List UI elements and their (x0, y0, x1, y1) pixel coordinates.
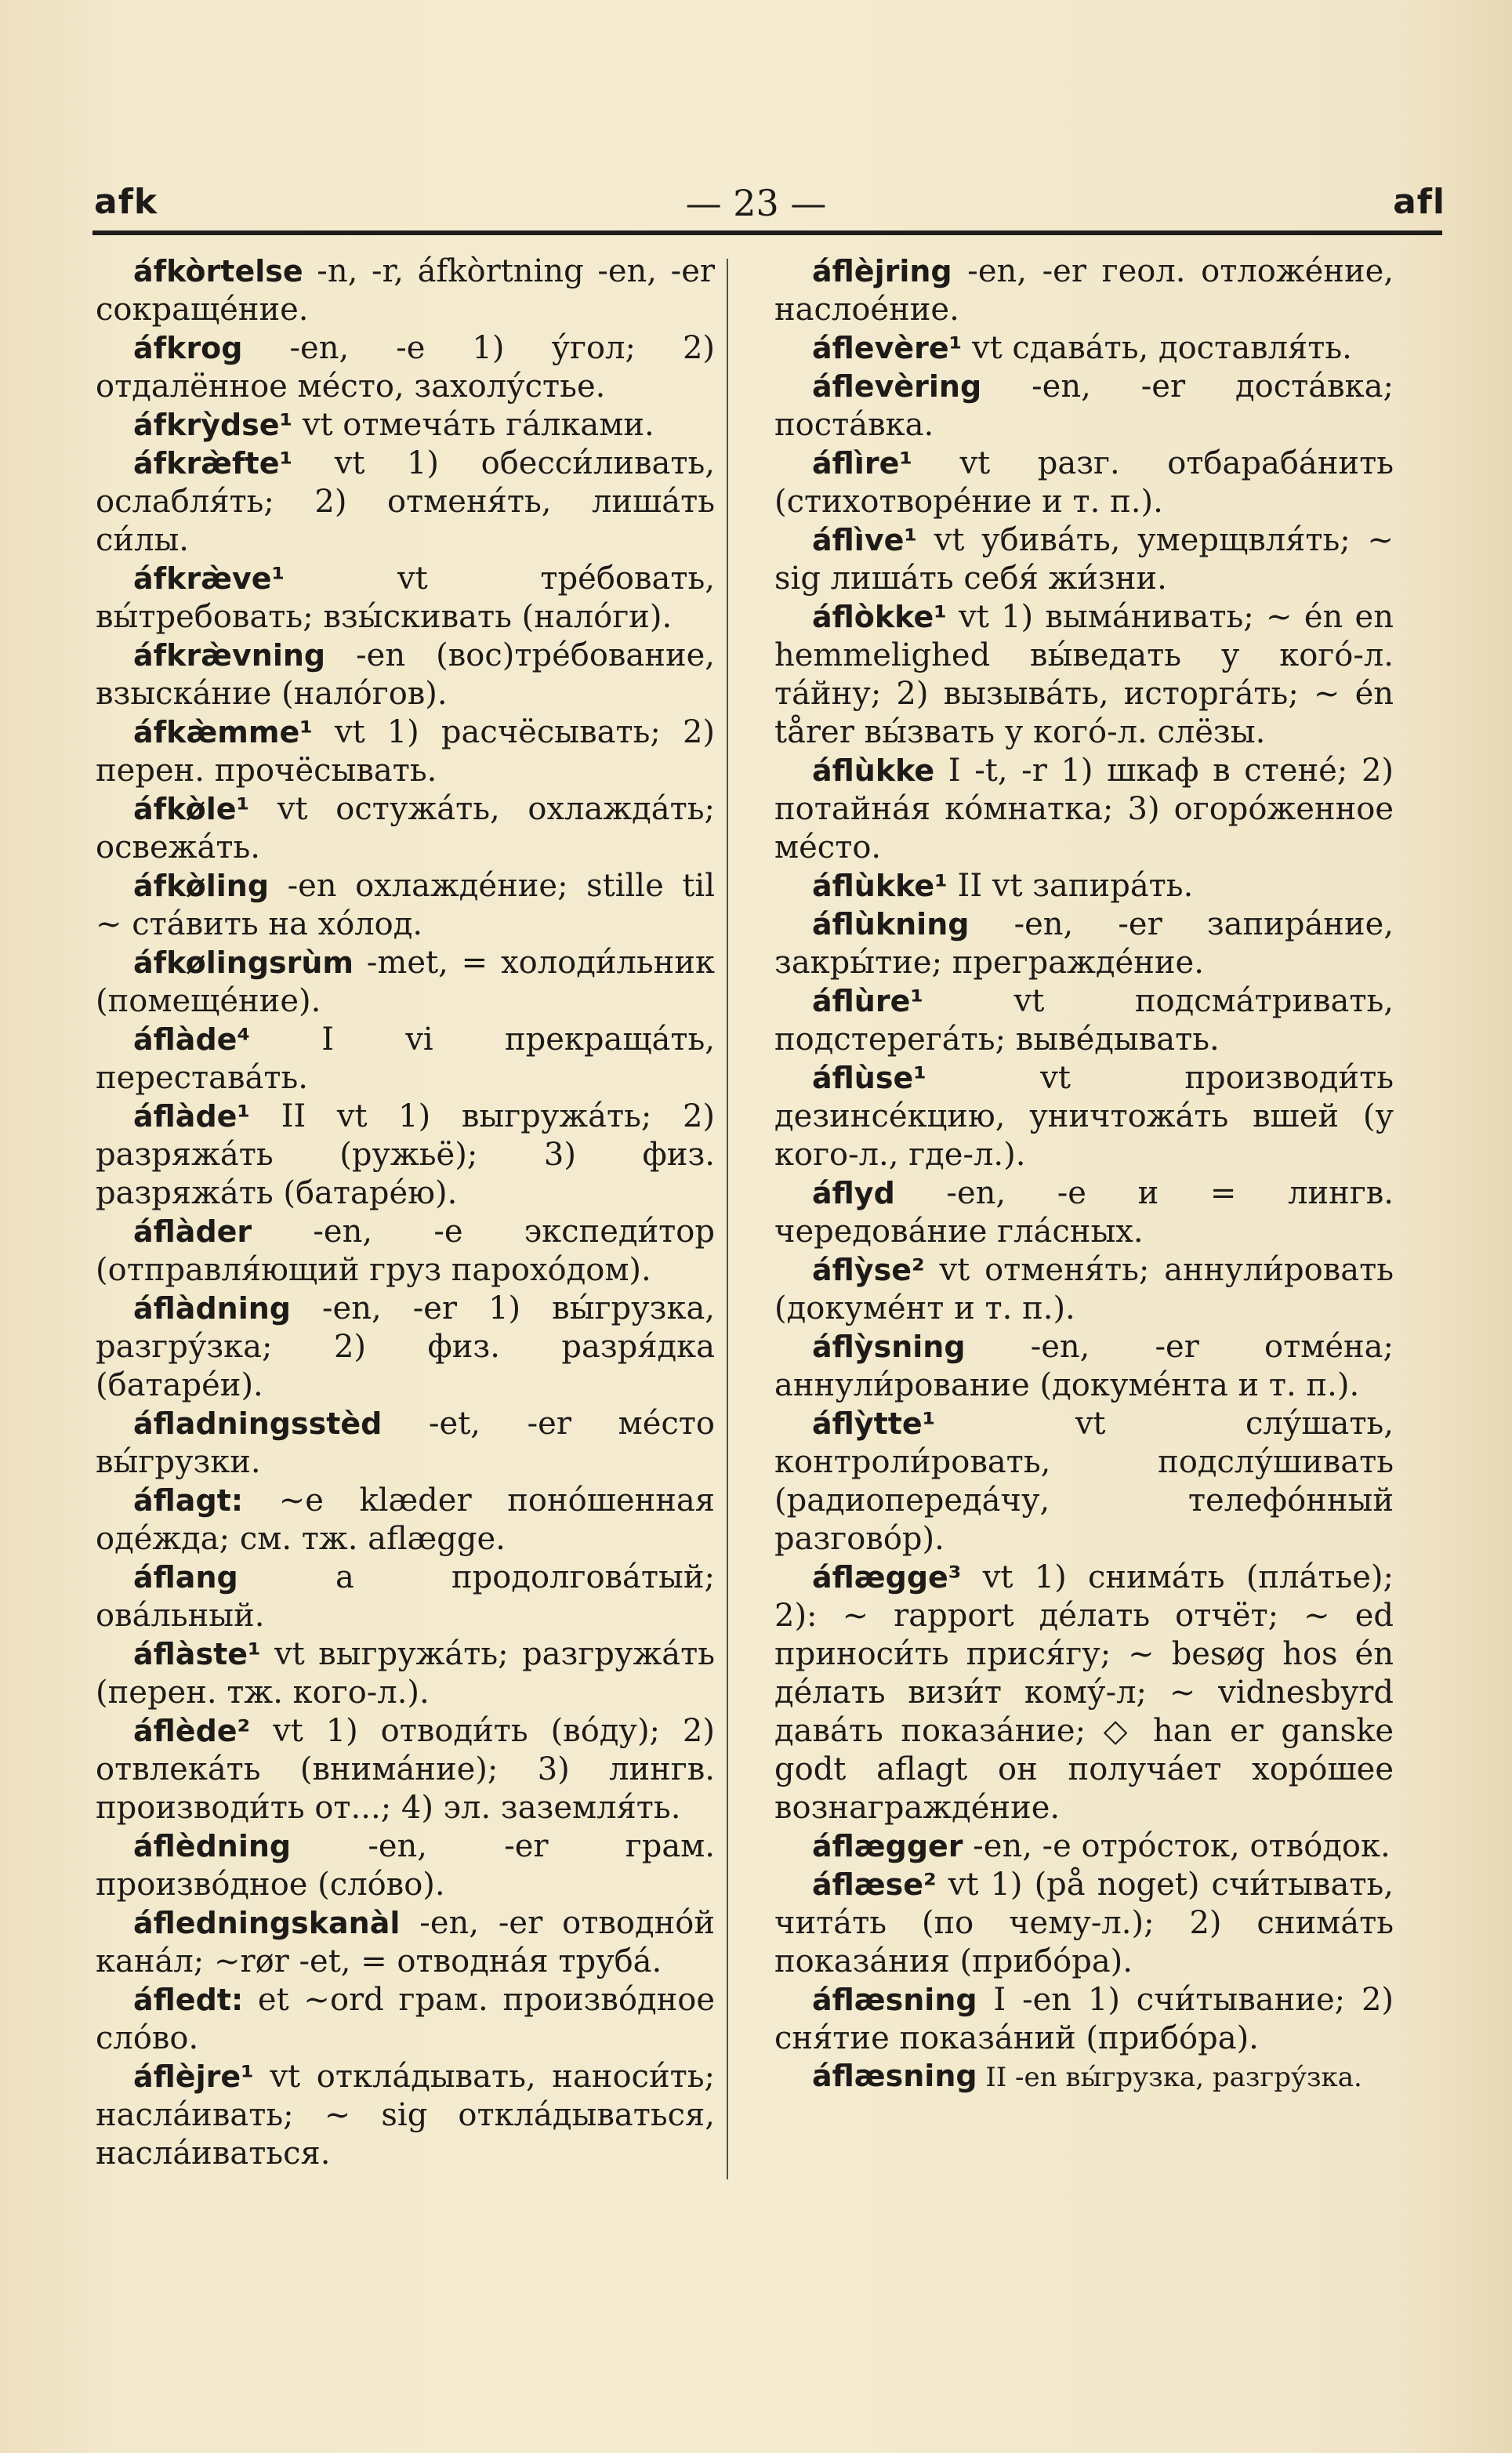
dictionary-entry (96, 406, 715, 445)
dictionary-entry (774, 1559, 1394, 1827)
definition: vt сдава́ть, доставля́ть. (962, 330, 1352, 366)
headword: áflang (133, 1560, 238, 1595)
headword: áflevèring (812, 369, 982, 404)
dictionary-entry (96, 1290, 715, 1405)
headword: áfledt: (133, 1983, 244, 2017)
dictionary-entry (96, 637, 715, 713)
dictionary-entry (96, 790, 715, 867)
definition: vt слу́шать, контроли́ровать, подслу́шивать (радиопереда́чу, телефо́нный разгово́р). (774, 1406, 1394, 1557)
dictionary-entry (96, 445, 715, 560)
headword: áflùkning (812, 907, 970, 942)
headword: áflỳse² (812, 1253, 925, 1287)
headword: áfkrog (133, 331, 243, 365)
dictionary-entry (774, 1866, 1394, 1981)
headword: áflàde¹ (133, 1099, 251, 1134)
dictionary-entry (96, 1827, 715, 1904)
definition: -en, -er запира́ние, закры́тие; прегражде́ние. (774, 906, 1394, 981)
definition: -en, -e экспеди́тор (отправля́ющий груз парохо́дом). (96, 1214, 715, 1288)
headword: áflæse² (812, 1867, 937, 1902)
definition: vt откла́дывать, наноси́ть; насла́ивать; ~ sig откла́дываться, насла́иваться. (96, 2059, 715, 2172)
dictionary-entry (774, 329, 1394, 368)
definition: vt 1) отводи́ть (во́ду); 2) отвлека́ть (внима́ние); 3) лингв. производи́ть от...; 4) эл. заземля́ть. (96, 1713, 715, 1826)
dictionary-entry (96, 1904, 715, 1981)
headword: áfladningsstèd (133, 1406, 383, 1441)
dictionary-entry (96, 1559, 715, 1635)
definition: vt отменя́ть; аннули́ровать (докуме́нт и т. п.). (774, 1252, 1394, 1326)
dictionary-entry (96, 560, 715, 637)
dictionary-entry (96, 252, 715, 329)
definition: II -en вы́грузка, разгру́зка. (977, 2062, 1362, 2093)
definition: -en, -e и = лингв. чередова́ние гла́сных. (774, 1175, 1394, 1250)
definition: vt тре́бовать, вы́требовать; взы́скивать (нало́ги). (96, 561, 715, 635)
dictionary-entry (96, 1405, 715, 1482)
headword: áfkø̀le¹ (133, 792, 250, 826)
headword: áflàder (133, 1214, 252, 1249)
dictionary-entry (774, 752, 1394, 867)
headword: áfkræ̀vning (133, 638, 326, 673)
dictionary-entry (774, 445, 1394, 521)
headword: áflìve¹ (812, 523, 918, 557)
headword: áflàdning (133, 1291, 291, 1326)
left-column (96, 252, 715, 2173)
headword: áfkræ̀fte¹ (133, 446, 293, 481)
dictionary-entry (774, 1059, 1394, 1174)
headword: áfledningskanàl (133, 1906, 401, 1940)
headword: áfkø̀ling (133, 869, 270, 903)
right-guide-word: afl (1393, 182, 1445, 222)
headword: áflỳtte¹ (812, 1406, 936, 1441)
definition: vt 1) снима́ть (пла́тье); 2): ~ rapport де́лать отчёт; ~ ed приноси́ть прися́гу; ~ besøg hos én де́лать визи́т кому́-л; ~ vidnesbyrd дава́ть показа́ние; ◇ han er ganske godt aflagt он получа́ет хоро́шее вознагражде́ние. (774, 1559, 1394, 1826)
definition: -en, -er 1) вы́грузка, разгру́зка; 2) физ. разря́дка (батаре́и). (96, 1290, 715, 1403)
definition: vt остужа́ть, охлажда́ть; освежа́ть. (96, 791, 715, 865)
definition: -en охлажде́ние; stille til ~ ста́вить на хо́лод. (96, 868, 715, 942)
headword: áflùse¹ (812, 1061, 926, 1095)
definition: -et, -er ме́сто вы́грузки. (96, 1406, 715, 1480)
headword: áflæsning (812, 1983, 977, 2017)
headword: áflèjre¹ (133, 2059, 254, 2094)
dictionary-entry (96, 1981, 715, 2058)
definition: a продолгова́тый; ова́льный. (96, 1559, 715, 1634)
headword: áfkræ̀ve¹ (133, 561, 285, 596)
headword: áflagt: (133, 1483, 244, 1518)
dictionary-entry (96, 1021, 715, 1098)
headword: áflevère¹ (812, 331, 963, 365)
definition: I vi прекраща́ть, перестава́ть. (96, 1021, 715, 1096)
headword: áflìre¹ (812, 446, 912, 481)
dictionary-entry (774, 2058, 1394, 2096)
headword: áflèjring (812, 254, 952, 288)
headword: áflægger (812, 1829, 963, 1863)
definition: vt убива́ть, умерщвля́ть; ~ sig лиша́ть себя́ жи́зни. (774, 522, 1394, 597)
dictionary-entry (774, 521, 1394, 598)
header-rule (92, 230, 1442, 235)
headword: áflyd (812, 1176, 895, 1210)
definition: ~e klæder поно́шенная оде́жда; см. тж. aflægge. (96, 1482, 715, 1557)
headword: áflỳsning (812, 1330, 966, 1364)
dictionary-entry (96, 1635, 715, 1712)
definition: II vt запира́ть. (947, 868, 1194, 904)
dictionary-entry (96, 1213, 715, 1290)
dictionary-entry (774, 1827, 1394, 1866)
dictionary-entry (96, 1712, 715, 1827)
dictionary-entry (96, 944, 715, 1021)
definition: -en, -er грам. произво́дное (сло́во). (96, 1828, 715, 1903)
page-number: — 23 — (685, 182, 827, 224)
definition: vt 1) (på noget) счи́тывать, чита́ть (по чему-л.); 2) снима́ть показа́ния (прибо́ра). (774, 1867, 1394, 1979)
headword: áflàde⁴ (133, 1022, 251, 1057)
left-guide-word: afk (94, 182, 158, 222)
headword: áflàste¹ (133, 1637, 261, 1671)
definition: -en, -e отро́сток, отво́док. (963, 1828, 1391, 1864)
headword: áfkòrtelse (133, 254, 303, 288)
dictionary-entry (774, 1405, 1394, 1559)
headword: áflùre¹ (812, 984, 924, 1018)
definition: et ~ord грам. произво́дное сло́во. (96, 1982, 715, 2056)
definition: vt подсма́тривать, подстерега́ть; выве́дывать. (774, 983, 1394, 1058)
definition: vt 1) расчёсывать; 2) перен. прочёсывать. (96, 714, 715, 789)
definition: -en, -e 1) у́гол; 2) отдалённое ме́сто, захолу́стье. (96, 330, 715, 405)
definition: -met, = холоди́льник (помеще́ние). (96, 945, 715, 1019)
definition: vt 1) обесси́ливать, ослабля́ть; 2) отменя́ть, лиша́ть си́лы. (96, 445, 715, 558)
headword: áflède² (133, 1714, 251, 1748)
headword: áfkølingsrùm (133, 945, 354, 980)
dictionary-entry (774, 1174, 1394, 1251)
dictionary-entry (96, 329, 715, 406)
dictionary-entry (774, 867, 1394, 905)
dictionary-entry (774, 1251, 1394, 1328)
definition: vt 1) выма́нивать; ~ én en hemmelighed вы́ведать у кого́-л. та́йну; 2) вызыва́ть, исторга́ть; ~ én tårer вы́звать у кого́-л. слёзы. (774, 599, 1394, 750)
right-column (774, 252, 1394, 2096)
definition: II vt 1) выгружа́ть; 2) разряжа́ть (ружьё); 3) физ. разряжа́ть (батаре́ю). (96, 1098, 715, 1211)
definition: -en, -er доста́вка; поста́вка. (774, 368, 1394, 443)
headword: áflùkke¹ (812, 869, 948, 903)
headword: áflæsning (812, 2059, 977, 2093)
definition: I -t, -r 1) шкаф в стене́; 2) потайна́я ко́мнатка; 3) огоро́женное ме́сто. (774, 753, 1394, 865)
definition: -en (вос)тре́бование, взыска́ние (нало́гов). (96, 637, 715, 712)
dictionary-entry (96, 713, 715, 790)
definition: vt отмеча́ть га́лками. (292, 407, 654, 443)
dictionary-entry (96, 1098, 715, 1213)
dictionary-entry (96, 1482, 715, 1559)
definition: -en, -er отме́на; аннули́рование (докуме́нта и т. п.). (774, 1329, 1394, 1403)
headword: áfkæ̀mme¹ (133, 715, 313, 749)
column-divider (727, 259, 728, 2179)
definition: vt выгружа́ть; разгружа́ть (перен. тж. кого-л.). (96, 1636, 715, 1711)
dictionary-entry (774, 905, 1394, 982)
dictionary-entry (774, 1328, 1394, 1405)
dictionary-entry (774, 1981, 1394, 2058)
headword: áflægge³ (812, 1560, 962, 1595)
dictionary-entry (96, 2058, 715, 2173)
headword: áfkrỳdse¹ (133, 408, 293, 442)
definition: -en, -er геол. отложе́ние, наслое́ние. (774, 253, 1394, 328)
headword: áflòkke¹ (812, 600, 947, 634)
dictionary-entry (774, 252, 1394, 329)
dictionary-entry (774, 598, 1394, 752)
dictionary-entry (774, 982, 1394, 1059)
definition: I -en 1) счи́тывание; 2) сня́тие показа́ний (прибо́ра). (774, 1982, 1394, 2056)
definition: -en, -er отводно́й кана́л; ~rør -et, = отводна́я труба́. (96, 1905, 715, 1979)
definition: -n, -r, áfkòrtning -en, -er сокраще́ние. (96, 253, 715, 328)
headword: áflèdning (133, 1829, 292, 1863)
headword: áflùkke (812, 753, 935, 788)
dictionary-entry (96, 867, 715, 944)
definition: vt производи́ть дезинсе́кцию, уничтожа́ть вшей (у кого-л., где-л.). (774, 1060, 1394, 1173)
definition: vt разг. отбараба́нить (стихотворе́ние и т. п.). (774, 445, 1394, 520)
dictionary-entry (774, 368, 1394, 445)
